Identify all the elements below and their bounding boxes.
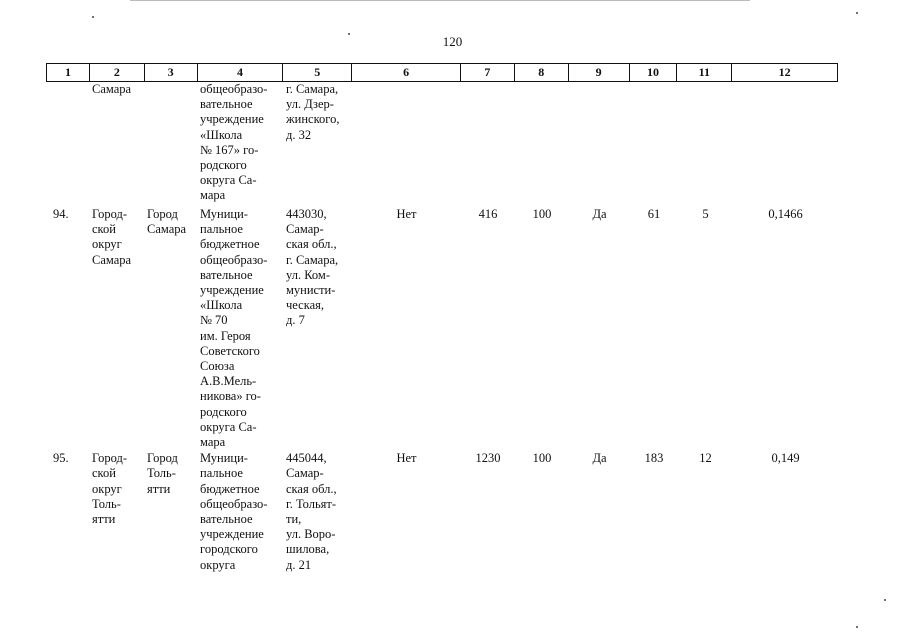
column-8-cell: 100	[532, 207, 552, 221]
scan-top-edge	[130, 0, 750, 1]
municipality-cell: Город- ской округ Самара	[92, 207, 132, 267]
row-number-cell: 94.	[53, 207, 69, 221]
column-header-12: 12	[778, 65, 791, 79]
settlement-cell: Город Толь- ятти	[147, 451, 178, 496]
column-9-cell: Да	[592, 207, 607, 221]
column-6-cell: Нет	[396, 451, 417, 466]
column-7-cell: 1230	[475, 451, 501, 466]
column-7-cell: 416	[478, 207, 498, 221]
column-8-cell: 100	[532, 451, 552, 466]
column-header-6: 6	[352, 64, 461, 81]
address-cell: 445044, Самар- ская обл., г. Тольят- ти, ул. Воро- шилова, д. 21	[286, 451, 337, 572]
table-body	[46, 82, 838, 573]
address-cell: г. Самара, ул. Дзер- жинского, д. 32	[286, 82, 340, 142]
municipality-cell: Город- ской округ Толь- ятти	[92, 451, 128, 527]
table-row	[46, 450, 838, 573]
scan-speck	[884, 599, 886, 601]
institution-cell: Муници- пальное бюджетное общеобразо- вательное учреждение «Школа № 70 им. Героя Советского Союза А.В.Мель- никова» го- родского округа Са- мара	[200, 207, 268, 450]
municipality-cell: Самара	[92, 82, 132, 96]
address-cell: 443030, Самар- ская обл., г. Самара, ул. Ком- мунисти- ческая, д. 7	[286, 207, 339, 328]
column-header-8: 8	[515, 64, 569, 81]
scan-speck	[856, 12, 858, 14]
column-header-1: 1	[47, 64, 90, 81]
scan-speck	[92, 16, 94, 18]
scan-speck	[348, 33, 350, 35]
column-10-cell: 61	[647, 207, 661, 221]
column-11-cell: 12	[699, 451, 712, 466]
column-header-3: 3	[145, 64, 198, 81]
column-header-9: 9	[569, 64, 630, 81]
table-row	[46, 206, 838, 450]
scan-speck	[856, 626, 858, 628]
column-10-cell: 183	[644, 451, 664, 466]
column-12-cell: 0,1466	[768, 207, 803, 221]
column-9-cell: Да	[592, 451, 607, 466]
institution-cell: общеобразо- вательное учреждение «Школа № 167» го- родского округа Са- мара	[200, 82, 268, 203]
table-header-row	[46, 63, 838, 82]
column-header-7: 7	[461, 64, 515, 81]
institution-cell: Муници- пальное бюджетное общеобразо- вательное учреждение городского округа	[200, 451, 268, 572]
column-header-10: 10	[630, 64, 678, 81]
table-row	[46, 82, 838, 206]
settlement-cell: Город Самара	[147, 207, 187, 237]
column-11-cell: 5	[702, 207, 709, 221]
column-header-11: 11	[677, 64, 732, 81]
page-number: 120	[442, 34, 463, 49]
column-header-5: 5	[283, 64, 352, 81]
column-6-cell: Нет	[396, 207, 417, 221]
column-12-cell: 0,149	[771, 451, 800, 466]
column-header-2: 2	[90, 64, 145, 81]
row-number-cell: 95.	[53, 451, 69, 466]
column-header-4: 4	[198, 64, 284, 81]
